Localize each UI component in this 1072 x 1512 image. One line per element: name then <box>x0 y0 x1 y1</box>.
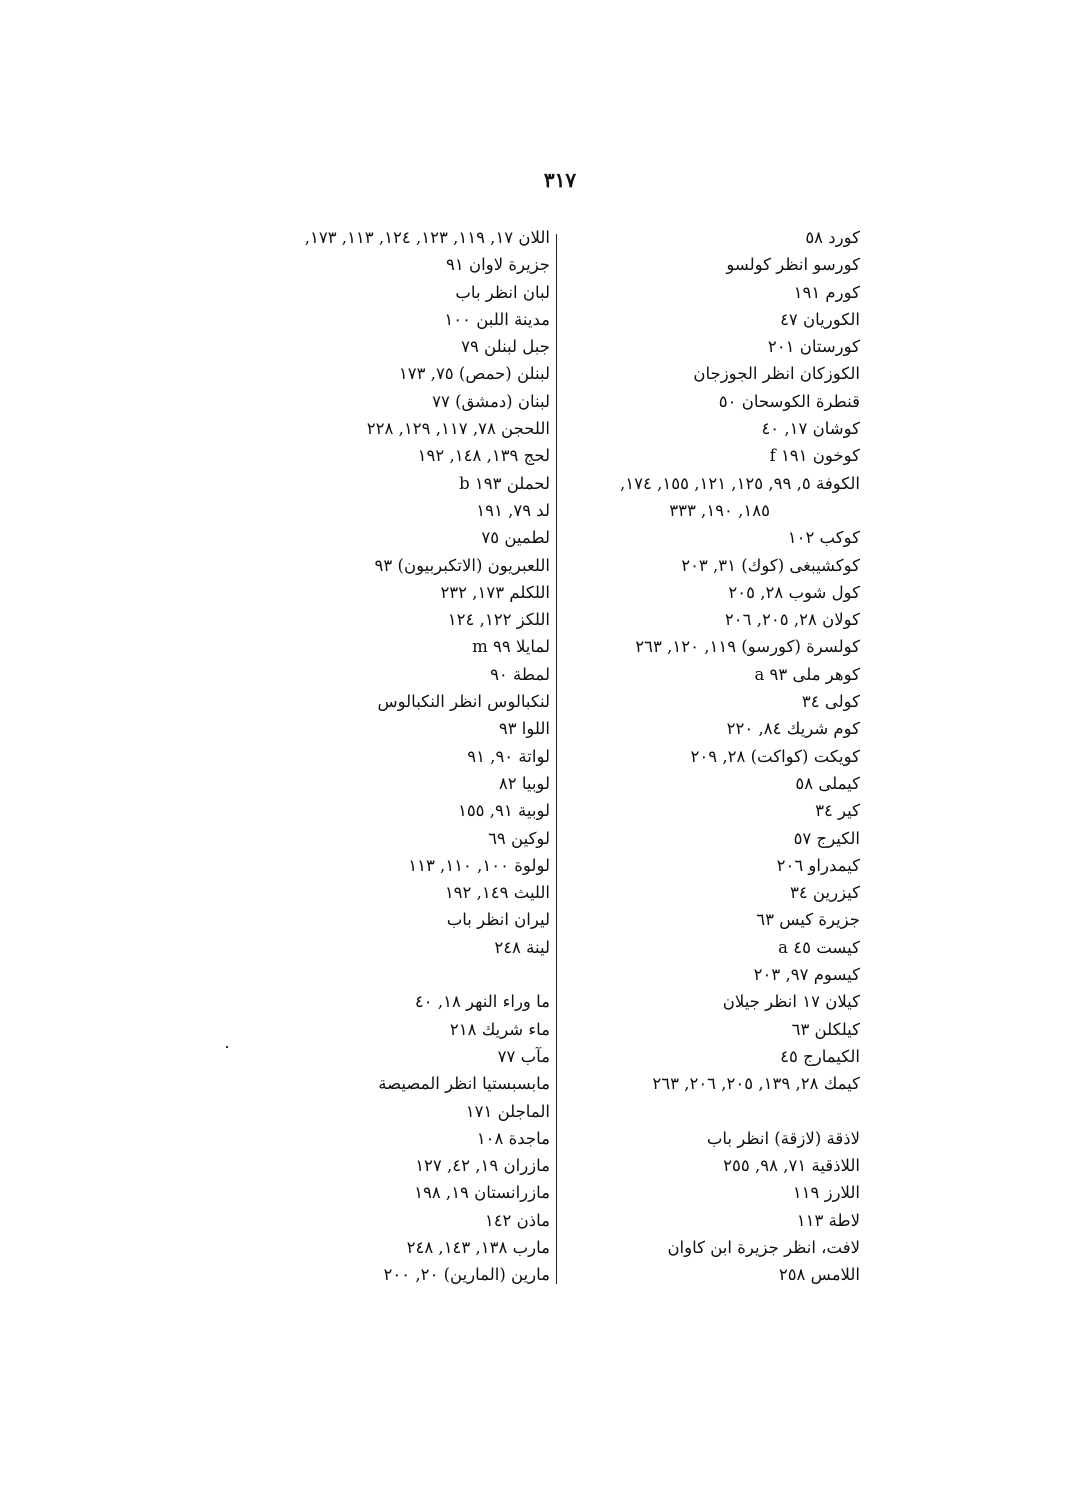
index-entry: ليران انظر باب <box>446 910 550 930</box>
index-entry: لوكين ٦٩ <box>488 828 550 848</box>
index-entry: لطمين ٧٥ <box>481 528 550 548</box>
index-entry: مازران ١٩, ٤٢, ١٢٧ <box>415 1156 550 1176</box>
index-entry: لد ٧٩, ١٩١ <box>476 500 550 520</box>
index-entry: كيمك ٢٨, ١٣٩, ٢٠٥, ٢٠٦, ٢٦٣ <box>652 1074 860 1094</box>
index-entry: كيلان ١٧ انظر جيلان <box>722 992 860 1012</box>
index-entry: كوم شريك ٨٤, ٢٢٠ <box>726 719 860 739</box>
index-entry: الكيمارج ٤٥ <box>780 1046 860 1066</box>
index-entry: لينة ٢٤٨ <box>494 937 550 957</box>
index-entry: كورم ١٩١ <box>793 282 860 302</box>
index-entry: كوشان ١٧, ٤٠ <box>761 419 860 439</box>
index-entry: مارين (المارين) ٢٠, ٢٠٠ <box>383 1265 550 1285</box>
index-entry: اللعبريون (الاتكبربيون) ٩٣ <box>374 555 550 575</box>
index-entry: الكوفة ٥, ٩٩, ١٢٥, ١٢١, ١٥٥, ١٧٤, <box>620 473 860 493</box>
index-entry: جزيرة كيس ٦٣ <box>756 910 860 930</box>
index-entry: اللحجن ٧٨, ١١٧, ١٢٩, ٢٢٨ <box>366 419 550 439</box>
index-entry: اللارز ١١٩ <box>792 1183 860 1203</box>
index-entry <box>560 1098 860 1125</box>
index-entry: اللكز ١٢٢, ١٢٤ <box>447 610 550 630</box>
index-entry: جزيرة لاوان ٩١ <box>446 255 550 275</box>
index-entry: لحملن ١٩٣ b <box>459 473 550 493</box>
index-entry: مازرانستان ١٩, ١٩٨ <box>414 1183 550 1203</box>
index-entry: كورستان ٢٠١ <box>767 337 860 357</box>
index-entry: لمايلا ٩٩ m <box>472 637 550 657</box>
index-entry: ما وراء النهر ١٨, ٤٠ <box>414 992 550 1012</box>
index-entry: لواتة ٩٠, ٩١ <box>467 746 550 766</box>
index-entry: كيمدراو ٢٠٦ <box>776 855 860 875</box>
page-number: ٣١٧ <box>543 168 577 192</box>
index-entry <box>260 961 550 988</box>
index-entry: لولوة ١٠٠, ١١٠, ١١٣ <box>408 855 550 875</box>
index-entry: مدينة اللبن ١٠٠ <box>444 309 550 329</box>
index-entry: كيسوم ٩٧, ٢٠٣ <box>753 965 860 985</box>
index-entry: لاطة ١١٣ <box>796 1210 860 1230</box>
index-entry: الليث ١٤٩, ١٩٢ <box>444 883 550 903</box>
index-entry: كورسو انظر كولسو <box>726 255 860 275</box>
index-entry: لحج ١٣٩, ١٤٨, ١٩٢ <box>417 446 550 466</box>
index-entry: كيلكلن ٦٣ <box>791 1019 860 1039</box>
index-entry: لوبيا ٨٢ <box>498 773 550 793</box>
index-entry: جبل لبنلن ٧٩ <box>461 337 550 357</box>
index-entry: ماذن ١٤٢ <box>484 1210 550 1230</box>
column-divider <box>556 234 557 1284</box>
index-entry: لبان انظر باب <box>455 282 550 302</box>
index-entry: مابسبستيا انظر المصيصة <box>378 1074 550 1094</box>
index-entry: الكوريان ٤٧ <box>780 309 860 329</box>
index-column-right <box>560 224 860 1289</box>
index-entry: لوبية ٩١, ١٥٥ <box>457 801 550 821</box>
index-entry: لمطة ٩٠ <box>490 664 550 684</box>
index-entry: كوخون ١٩١ f <box>769 446 860 466</box>
index-entry: كير ٣٤ <box>815 801 860 821</box>
index-entry: كولسرة (كورسو) ١١٩, ١٢٠, ٢٦٣ <box>635 637 860 657</box>
index-entry: مآب ٧٧ <box>497 1046 550 1066</box>
scan-speck <box>226 1046 228 1048</box>
index-entry: اللاذقية ٧١, ٩٨, ٢٥٥ <box>723 1156 860 1176</box>
index-entry: قنطرة الكوسحان ٥٠ <box>718 391 860 411</box>
index-column-left <box>260 224 550 1289</box>
index-entry: الماجلن ١٧١ <box>465 1101 550 1121</box>
index-entry: كول شوب ٢٨, ٢٠٥ <box>728 582 860 602</box>
index-entry: لافت، انظر جزيرة ابن كاوان <box>667 1237 860 1257</box>
index-entry: اللوا ٩٣ <box>498 719 550 739</box>
index-entry: كيست ٤٥ a <box>778 937 860 957</box>
index-entry: لنكبالوس انظر النكبالوس <box>377 692 550 712</box>
index-entry: الكوزكان انظر الجوزجان <box>693 364 860 384</box>
index-entry: كورد ٥٨ <box>805 228 860 247</box>
index-entry: ١٨٥, ١٩٠, ٣٣٣ <box>669 500 770 520</box>
index-entry: كوكب ١٠٢ <box>787 528 860 548</box>
index-entry: كولان ٢٨, ٢٠٥, ٢٠٦ <box>724 610 860 630</box>
index-entry: كوهر ملى ٩٣ a <box>754 664 860 684</box>
index-entry: كولى ٣٤ <box>801 692 860 712</box>
index-entry: الكيرج ٥٧ <box>793 828 860 848</box>
index-entry: لبنلن (حمص) ٧٥, ١٧٣ <box>398 364 550 384</box>
index-entry: لاذقة (لازقة) انظر باب <box>706 1128 860 1148</box>
index-entry: ماجدة ١٠٨ <box>476 1128 550 1148</box>
index-entry: مارب ١٣٨, ١٤٣, ٢٤٨ <box>406 1237 550 1257</box>
index-entry: لبنان (دمشق) ٧٧ <box>432 391 550 411</box>
index-entry: كيزرين ٣٤ <box>789 883 860 903</box>
index-entry: اللكلم ١٧٣, ٢٣٢ <box>440 582 550 602</box>
index-entry: كوكشيبغى (كوك) ٣١, ٢٠٣ <box>681 555 860 575</box>
index-entry: اللان ١٧, ١١٩, ١٢٣, ١٢٤, ١١٣, ١٧٣, <box>304 228 550 247</box>
index-entry: كويكت (كواكت) ٢٨, ٢٠٩ <box>690 746 860 766</box>
index-entry: ماء شريك ٢١٨ <box>449 1019 550 1039</box>
index-entry: اللامس ٢٥٨ <box>778 1265 860 1285</box>
index-entry: كيملى ٥٨ <box>795 773 860 793</box>
